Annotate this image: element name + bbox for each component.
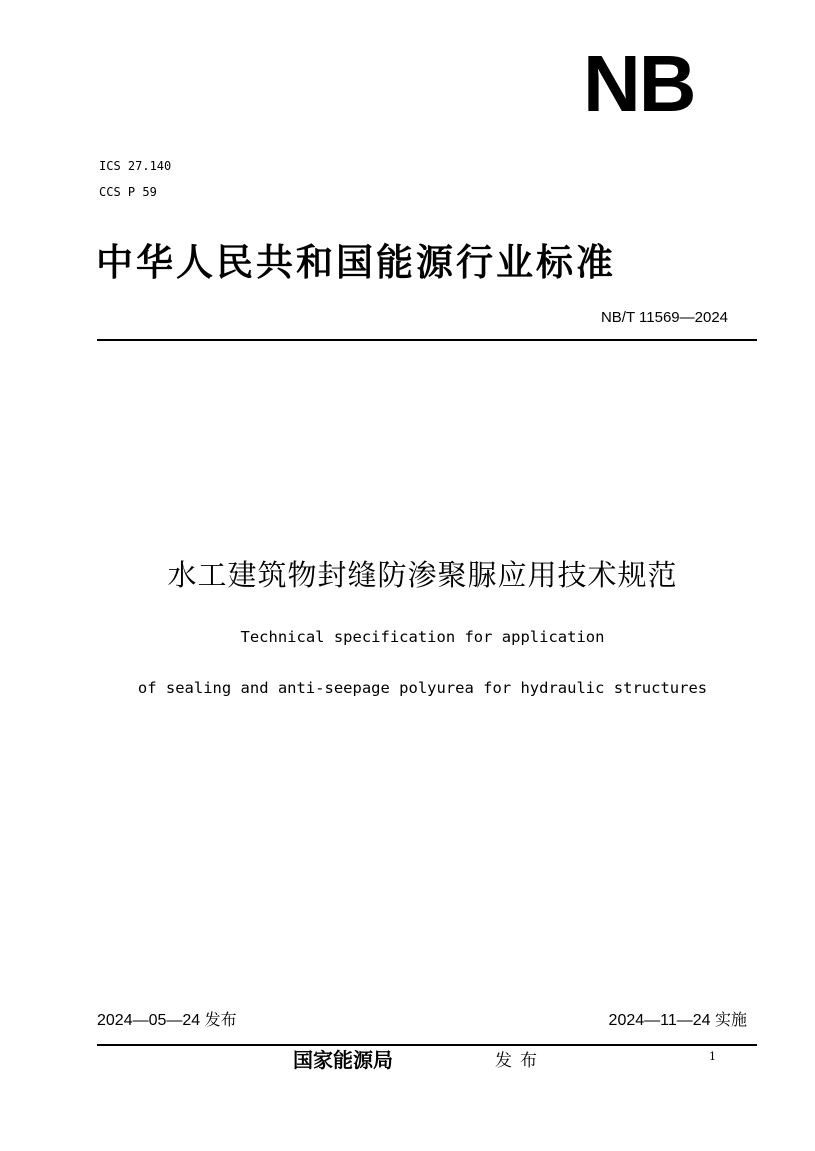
nb-logo: NB — [583, 39, 695, 128]
document-title-english-line1: Technical specification for application — [240, 628, 605, 646]
standard-number: NB/T 11569—2024 — [600, 309, 728, 326]
top-divider — [97, 339, 757, 341]
implementation-date: 2024—11—24 实施 — [608, 1012, 747, 1029]
ics-code: ICS 27.140 — [99, 159, 172, 173]
publisher-name: 国家能源局 — [293, 1048, 393, 1072]
ccs-code: CCS P 59 — [99, 185, 157, 199]
bottom-divider — [97, 1044, 757, 1046]
publish-label: 发布 — [495, 1051, 545, 1071]
document-title-chinese: 水工建筑物封缝防渗聚脲应用技术规范 — [167, 558, 678, 592]
document-title-english-line2: of sealing and anti-seepage polyurea for hydraulic structures — [137, 679, 708, 697]
industry-standard-heading: 中华人民共和国能源行业标准 — [96, 241, 616, 284]
issue-date: 2024—05—24 发布 — [97, 1012, 237, 1029]
page-number: 1 — [709, 1050, 716, 1063]
